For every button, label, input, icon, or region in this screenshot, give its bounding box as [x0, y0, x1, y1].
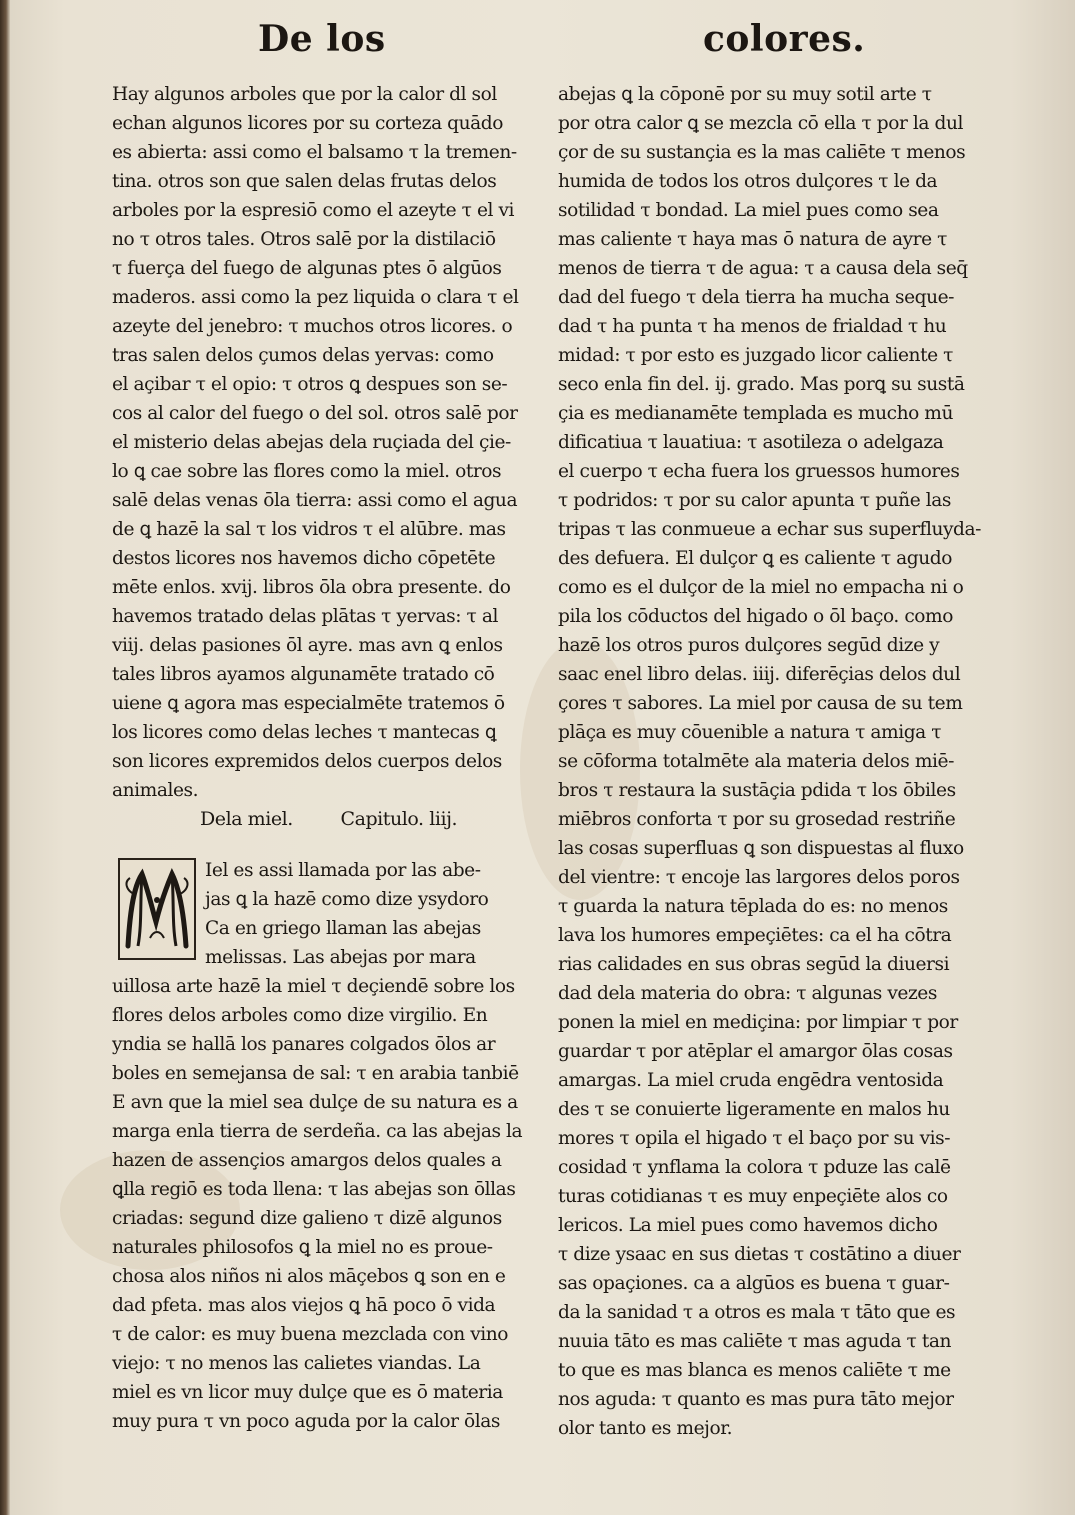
text-line: τ de calor: es muy buena mezclada con vino	[112, 1324, 509, 1345]
text-line: jas ꝗ la hazē como dize ysydoro	[205, 889, 489, 910]
text-line: hazen de assençios amargos delos quales a	[112, 1150, 502, 1171]
text-line: hazē los otros puros dulçores segūd dize y	[558, 635, 940, 656]
text-line: τ podridos: τ por su calor apunta τ puñe las	[558, 490, 951, 511]
text-line: havemos tratado delas plātas τ yervas: τ al	[112, 606, 498, 627]
text-line: lo ꝗ cae sobre las flores como la miel. otros	[112, 461, 502, 482]
text-line: tras salen delos çumos delas yervas: como	[112, 345, 494, 366]
text-line: dad dela materia do obra: τ algunas vezes	[558, 983, 937, 1004]
text-line: es abierta: assi como el balsamo τ la tremen-	[112, 142, 517, 163]
text-line: el cuerpo τ echa fuera los gruessos humores	[558, 461, 960, 482]
text-line: çor de su sustançia es la mas caliēte τ menos	[558, 142, 966, 163]
text-line: turas cotidianas τ es muy enpeçiēte alos co	[558, 1186, 948, 1207]
text-line: ponen la miel en mediçina: por limpiar τ por	[558, 1012, 958, 1033]
text-line: Ca en griego llaman las abejas	[205, 918, 481, 939]
text-line: lava los humores empeçiētes: ca el ha cōtra	[558, 925, 952, 946]
text-line: se cōforma totalmēte ala materia delos miē-	[558, 751, 954, 772]
initial-text-lines	[205, 856, 488, 972]
text-line: tales libros ayamos algunamēte tratado cō	[112, 664, 495, 685]
text-line: son licores expremidos delos cuerpos delos	[112, 751, 502, 772]
text-line: por otra calor ꝗ se mezcla cō ella τ por la dul	[558, 113, 963, 134]
text-line: yndia se hallā los panares colgados ōlos ar	[112, 1034, 496, 1055]
text-line: cosidad τ ynflama la colora τ pduze las calē	[558, 1157, 951, 1178]
text-line: nuuia tāto es mas caliēte τ mas aguda τ tan	[558, 1331, 952, 1352]
text-line: tina. otros son que salen delas frutas delos	[112, 171, 497, 192]
text-line: boles en semejansa de sal: τ en arabia tanbiē	[112, 1063, 519, 1084]
text-line: Ε avn que la miel sea dulçe de su natura es a	[112, 1092, 518, 1113]
decorated-initial-m	[118, 858, 196, 960]
text-line: dad τ ha punta τ ha menos de frialdad τ hu	[558, 316, 947, 337]
chapter-title: Dela miel.	[200, 808, 293, 830]
page-spine-shadow	[0, 0, 10, 1515]
text-line: criadas: segund dize galieno τ dizē algunos	[112, 1208, 502, 1229]
text-line: miel es vn licor muy dulçe que es ō materia	[112, 1382, 503, 1403]
text-line: guardar τ por atēplar el amargor ōlas cosas	[558, 1041, 953, 1062]
text-line: los licores como delas leches τ mantecas ꝗ	[112, 722, 497, 743]
text-line: dificatiua τ lauatiua: τ asotileza o adelgaza	[558, 432, 944, 453]
text-line: viejo: τ no menos las calietes viandas. La	[112, 1353, 481, 1374]
text-line: cos al calor del fuego o del sol. otros salē por	[112, 403, 518, 424]
text-line: maderos. assi como la pez liquida o clara τ el	[112, 287, 519, 308]
text-line: Hay algunos arboles que por la calor dl sol	[112, 84, 497, 105]
text-line: como es el dulçor de la miel no empacha ni o	[558, 577, 964, 598]
text-line: çia es medianamēte templada es mucho mū	[558, 403, 954, 424]
text-line: ꝗlla regiō es toda llena: τ las abejas son ōllas	[112, 1179, 516, 1200]
text-line: sotilidad τ bondad. La miel pues como sea	[558, 200, 939, 221]
text-line: uillosa arte hazē la miel τ deçiendē sobre los	[112, 976, 515, 997]
text-line: las cosas superfluas ꝗ son dispuestas al fluxo	[558, 838, 964, 859]
chapter-heading	[112, 805, 512, 834]
text-line: destos licores nos havemos dicho cōpetēte	[112, 548, 496, 569]
text-line: mēte enlos. xvij. libros ōla obra presente. do	[112, 577, 511, 598]
text-line: del vientre: τ encoje las largores delos poros	[558, 867, 960, 888]
right-column	[558, 80, 981, 1443]
text-line: salē delas venas ōla tierra: assi como el agua	[112, 490, 518, 511]
text-line: τ dize ysaac en sus dietas τ costātino a diuer	[558, 1244, 961, 1265]
text-line: azeyte del jenebro: τ muchos otros licores. o	[112, 316, 513, 337]
text-line: midad: τ por esto es juzgado licor caliente τ	[558, 345, 953, 366]
text-line: de ꝗ hazē la sal τ los vidros τ el alūbre. mas	[112, 519, 506, 540]
text-line: humida de todos los otros dulçores τ le da	[558, 171, 938, 192]
text-line: chosa alos niños ni alos māçebos ꝗ son en e	[112, 1266, 506, 1287]
text-line: τ guarda la natura tēplada do es: no menos	[558, 896, 948, 917]
text-line: rias calidades en sus obras segūd la diuersi	[558, 954, 950, 975]
text-line: τ fuerça del fuego de algunas ptes ō algūos	[112, 258, 502, 279]
text-line: el misterio delas abejas dela ruçiada del çie-	[112, 432, 511, 453]
text-line: flores delos arboles como dize virgilio. En	[112, 1005, 488, 1026]
text-line: to que es mas blanca es menos caliēte τ me	[558, 1360, 951, 1381]
text-line: mores τ opila el higado τ el baço por su vis-	[558, 1128, 951, 1149]
chapter-number: Capitulo. liij.	[340, 808, 458, 830]
text-line: animales.	[112, 780, 199, 801]
text-line: melissas. Las abejas por mara	[205, 947, 476, 968]
text-line: çores τ sabores. La miel por causa de su tem	[558, 693, 963, 714]
left-column	[112, 80, 523, 1436]
text-line: nos aguda: τ quanto es mas pura tāto mejor	[558, 1389, 954, 1410]
text-line: dad pfeta. mas alos viejos ꝗ hā poco ō vida	[112, 1295, 496, 1316]
text-line: da la sanidad τ a otros es mala τ tāto que es	[558, 1302, 956, 1323]
text-line: echan algunos licores por su corteza quādo	[112, 113, 503, 134]
text-line: seco enla fin del. ij. grado. Mas porꝗ su sustā	[558, 374, 965, 395]
text-line: muy pura τ vn poco aguda por la calor ōlas	[112, 1411, 500, 1432]
text-line: Iel es assi llamada por las abe-	[205, 860, 481, 881]
text-line: lericos. La miel pues como havemos dicho	[558, 1215, 938, 1236]
text-line: el açibar τ el opio: τ otros ꝗ despues son se-	[112, 374, 508, 395]
text-line: no τ otros tales. Otros salē por la distilaciō	[112, 229, 496, 250]
text-line: saac enel libro delas. iiij. diferēçias delos dul	[558, 664, 961, 685]
text-line: des defuera. El dulçor ꝗ es caliente τ agudo	[558, 548, 952, 569]
text-line: uiene ꝗ agora mas especialmēte tratemos ō	[112, 693, 505, 714]
text-line: marga enla tierra de serdeña. ca las abejas la	[112, 1121, 523, 1142]
text-line: menos de tierra τ de agua: τ a causa dela seq̄	[558, 258, 968, 279]
text-line: naturales philosofos ꝗ la miel no es proue-	[112, 1237, 493, 1258]
text-line: des τ se conuierte ligeramente en malos hu	[558, 1099, 950, 1120]
text-line: abejas ꝗ la cōponē por su muy sotil arte τ	[558, 84, 932, 105]
running-head-left: De los	[258, 18, 386, 60]
running-head-right: colores.	[703, 18, 866, 60]
text-line: miēbros conforta τ por su grosedad restriñe	[558, 809, 956, 830]
text-line: amargas. La miel cruda engēdra ventosida	[558, 1070, 944, 1091]
text-line: bros τ restaura la sustāçia pdida τ los ōbiles	[558, 780, 956, 801]
text-line: dad del fuego τ dela tierra ha mucha seque-	[558, 287, 954, 308]
text-line: sas opaçiones. ca a algūos es buena τ guar-	[558, 1273, 950, 1294]
text-line: mas caliente τ haya mas ō natura de ayre τ	[558, 229, 947, 250]
initial-paragraph	[112, 856, 512, 972]
text-line: olor tanto es mejor.	[558, 1418, 733, 1439]
initial-ornament-icon	[120, 860, 194, 958]
text-line: tripas τ las conmueue a echar sus superfluyda-	[558, 519, 981, 540]
text-line: viij. delas pasiones ōl ayre. mas avn ꝗ enlos	[112, 635, 503, 656]
text-line: plāça es muy cōuenible a natura τ amiga τ	[558, 722, 942, 743]
text-line: arboles por la espresiō como el azeyte τ el vi	[112, 200, 515, 221]
text-line: pila los cōductos del higado o ōl baço. como	[558, 606, 953, 627]
